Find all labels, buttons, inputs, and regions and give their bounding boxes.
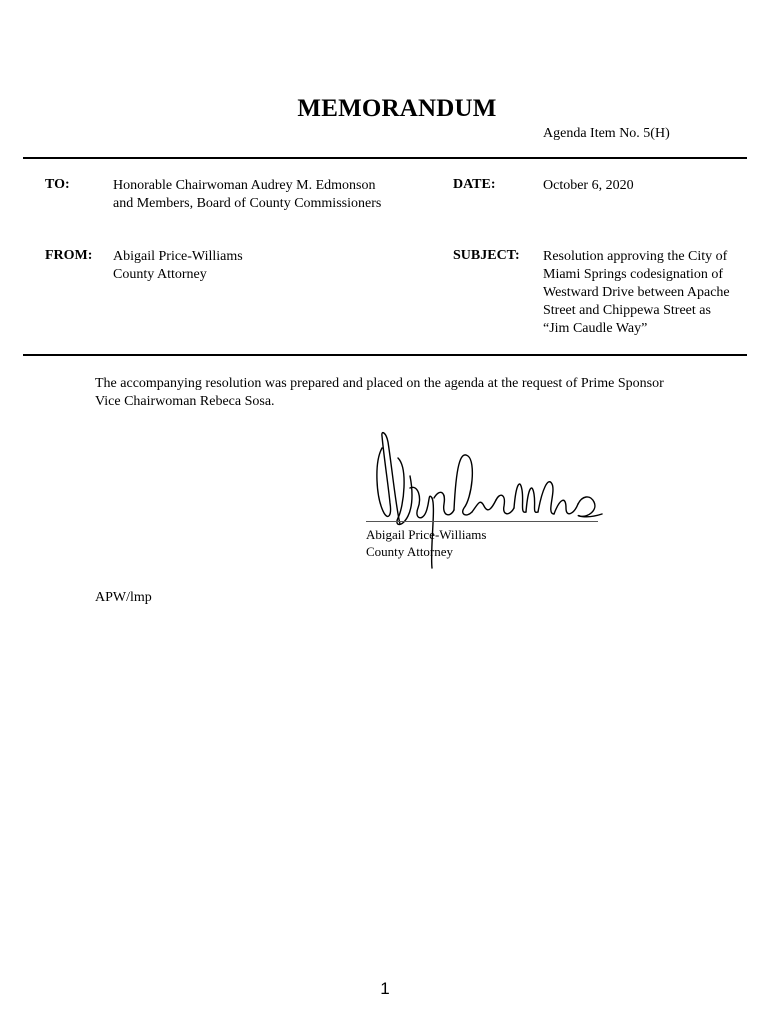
signature-line xyxy=(366,521,598,522)
bottom-divider xyxy=(23,354,747,356)
reference-initials: APW/lmp xyxy=(95,590,152,605)
from-line: County Attorney xyxy=(113,267,207,282)
paragraph-line: Vice Chairwoman Rebeca Sosa. xyxy=(95,394,275,409)
signature-block xyxy=(366,526,486,560)
date-label: DATE: xyxy=(453,177,496,192)
body-paragraph xyxy=(95,375,735,411)
signature-name: Abigail Price-Williams xyxy=(366,527,487,542)
subject-label: SUBJECT: xyxy=(453,248,520,263)
from-line: Abigail Price-Williams xyxy=(113,249,243,264)
memo-title: MEMORANDUM xyxy=(297,95,497,122)
subject-line: Miami Springs codesignation of xyxy=(543,267,724,282)
page-number: 1 xyxy=(380,979,390,998)
to-recipients xyxy=(113,177,381,213)
from-sender xyxy=(113,248,243,284)
agenda-item-number: Agenda Item No. 5(H) xyxy=(543,126,670,141)
subject-text xyxy=(543,248,730,338)
to-line: Honorable Chairwoman Audrey M. Edmonson xyxy=(113,178,376,193)
date-value: October 6, 2020 xyxy=(543,178,634,193)
subject-line: Westward Drive between Apache xyxy=(543,285,730,300)
subject-line: “Jim Caudle Way” xyxy=(543,321,648,336)
to-line: and Members, Board of County Commissioners xyxy=(113,196,382,211)
signature-title: County Attorney xyxy=(366,544,454,559)
top-divider xyxy=(23,157,747,159)
subject-line: Resolution approving the City of xyxy=(543,249,728,264)
from-label: FROM: xyxy=(45,248,93,263)
subject-line: Street and Chippewa Street as xyxy=(543,303,711,318)
to-label: TO: xyxy=(45,177,70,192)
paragraph-line: The accompanying resolution was prepared and placed on the agenda at the request of Prime Sponsor xyxy=(95,376,664,391)
